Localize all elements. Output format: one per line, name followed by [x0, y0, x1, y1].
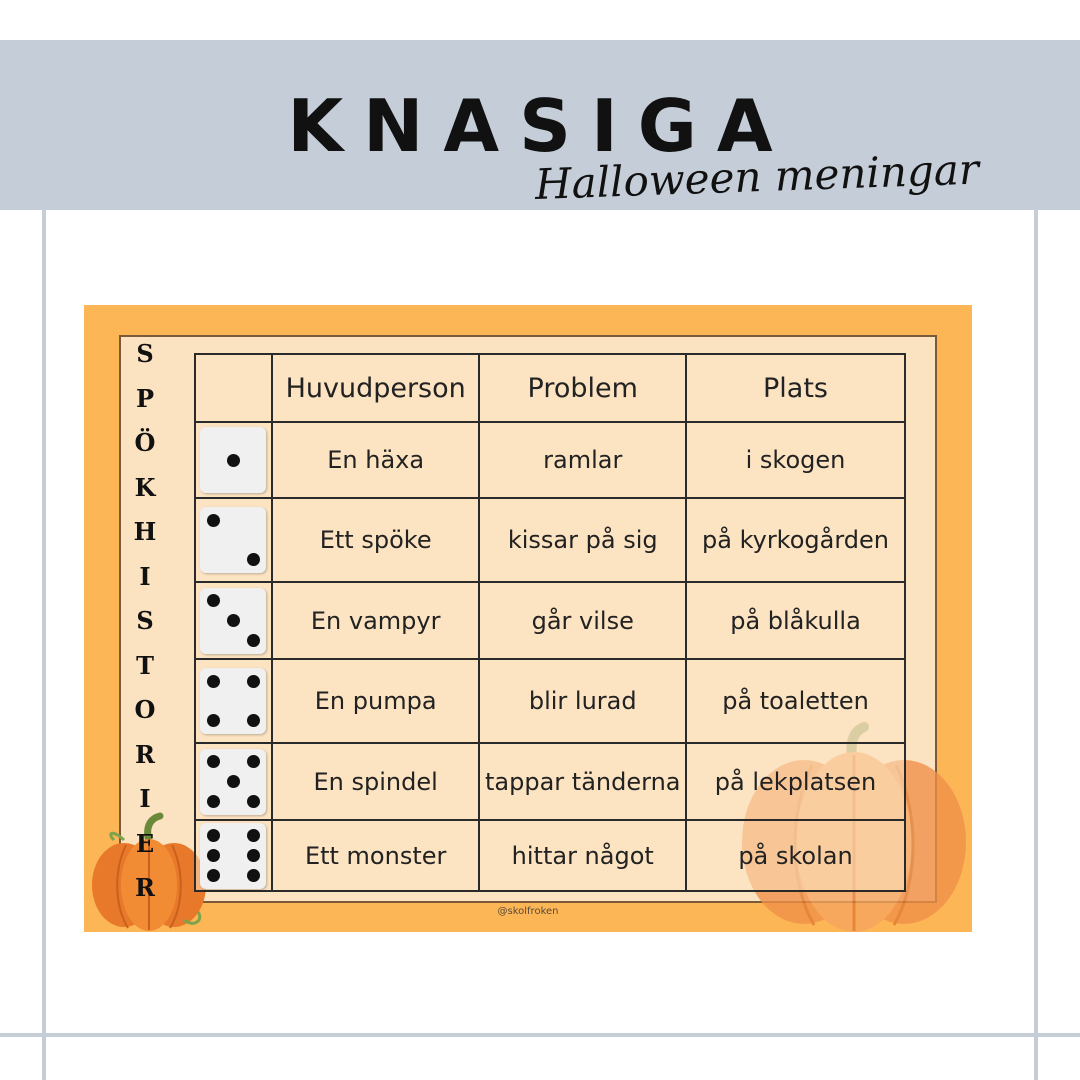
- table-row: [195, 582, 905, 659]
- story-table: [194, 353, 906, 892]
- page-title: KNASIGA: [287, 84, 793, 168]
- die-pip: [247, 869, 260, 882]
- column-header-place: Plats: [686, 354, 905, 422]
- vertical-title-letter: R: [135, 873, 155, 902]
- vertical-title-letter: T: [136, 650, 154, 680]
- place-cell: på blåkulla: [686, 582, 905, 659]
- die-pip: [207, 849, 220, 862]
- die-cell: [195, 422, 272, 498]
- vertical-title-letter: Ö: [134, 428, 156, 457]
- column-header-die: [195, 354, 272, 422]
- die-pip: [247, 634, 260, 647]
- die-face-5-icon: [200, 749, 266, 815]
- die-face-2-icon: [200, 507, 266, 573]
- die-pip: [207, 514, 220, 527]
- frame-line-left: [42, 205, 46, 1080]
- place-cell: på toaletten: [686, 659, 905, 743]
- table-row: [195, 498, 905, 582]
- die-face-6-icon: [200, 823, 266, 889]
- problem-cell: kissar på sig: [479, 498, 686, 582]
- die-pip: [227, 614, 240, 627]
- die-pip: [207, 829, 220, 842]
- column-header-person: Huvudperson: [272, 354, 480, 422]
- die-pip: [207, 869, 220, 882]
- die-face-1-icon: [200, 427, 266, 493]
- die-cell: [195, 820, 272, 891]
- die-pip: [247, 675, 260, 688]
- problem-cell: går vilse: [479, 582, 686, 659]
- frame-line-bottom: [0, 1033, 1080, 1037]
- die-pip: [207, 795, 220, 808]
- die-pip: [227, 454, 240, 467]
- die-pip: [207, 594, 220, 607]
- table-row: [195, 422, 905, 498]
- credit-handle: @skolfroken: [497, 906, 559, 917]
- person-cell: En häxa: [272, 422, 480, 498]
- vertical-title-letter: I: [139, 784, 151, 813]
- vertical-title-letter: K: [134, 472, 156, 502]
- die-pip: [247, 849, 260, 862]
- die-cell: [195, 498, 272, 582]
- worksheet-image: [84, 305, 972, 932]
- die-cell: [195, 743, 272, 820]
- vertical-title-letter: S: [136, 339, 154, 368]
- die-pip: [247, 714, 260, 727]
- die-cell: [195, 582, 272, 659]
- die-pip: [207, 755, 220, 768]
- table-header-row: [195, 354, 905, 422]
- die-face-4-icon: [200, 668, 266, 734]
- die-pip: [247, 755, 260, 768]
- die-pip: [247, 829, 260, 842]
- person-cell: Ett monster: [272, 820, 480, 891]
- person-cell: En spindel: [272, 743, 480, 820]
- problem-cell: blir lurad: [479, 659, 686, 743]
- problem-cell: ramlar: [479, 422, 686, 498]
- table-row: [195, 743, 905, 820]
- die-pip: [247, 553, 260, 566]
- column-header-problem: Problem: [479, 354, 686, 422]
- problem-cell: tappar tänderna: [479, 743, 686, 820]
- die-cell: [195, 659, 272, 743]
- person-cell: Ett spöke: [272, 498, 480, 582]
- person-cell: En pumpa: [272, 659, 480, 743]
- die-pip: [247, 795, 260, 808]
- vertical-title-letter: S: [136, 606, 154, 635]
- place-cell: på skolan: [686, 820, 905, 891]
- place-cell: i skogen: [686, 422, 905, 498]
- die-pip: [227, 775, 240, 788]
- frame-line-right: [1034, 205, 1038, 1080]
- vertical-title-letter: E: [135, 828, 155, 858]
- vertical-title-letter: P: [135, 383, 155, 413]
- place-cell: på lekplatsen: [686, 743, 905, 820]
- table-row: [195, 659, 905, 743]
- vertical-title-letter: I: [139, 561, 151, 591]
- vertical-title-letter: R: [135, 739, 155, 769]
- die-face-3-icon: [200, 588, 266, 654]
- page-subtitle: Halloween meningar: [534, 144, 980, 209]
- die-pip: [207, 714, 220, 727]
- table-row: [195, 820, 905, 891]
- die-pip: [207, 675, 220, 688]
- person-cell: En vampyr: [272, 582, 480, 659]
- place-cell: på kyrkogården: [686, 498, 905, 582]
- vertical-title-letter: O: [134, 695, 156, 724]
- problem-cell: hittar något: [479, 820, 686, 891]
- vertical-title: [130, 341, 160, 901]
- vertical-title-letter: H: [133, 517, 157, 546]
